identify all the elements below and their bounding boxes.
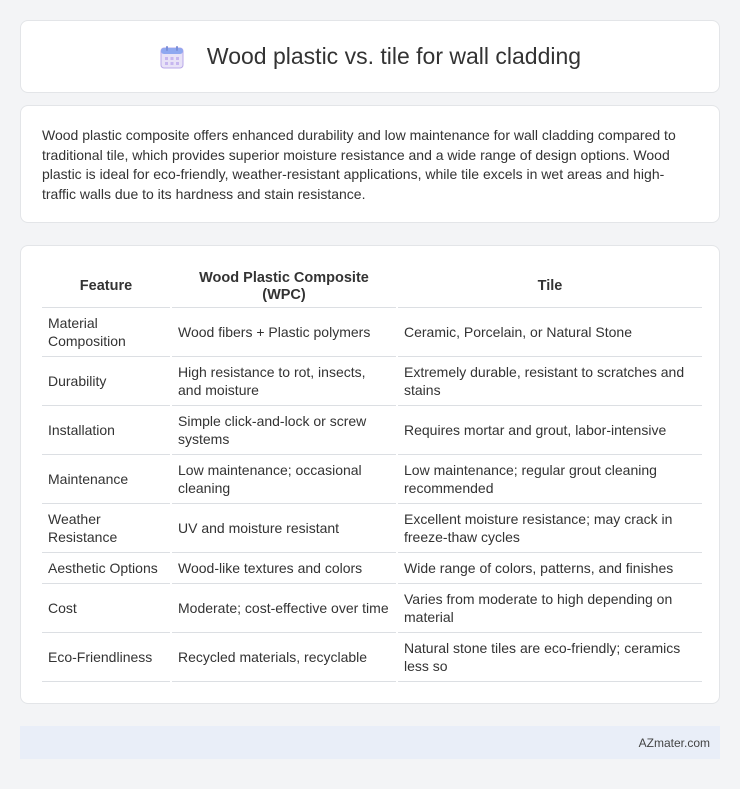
table-row — [42, 553, 702, 584]
table-row — [42, 455, 702, 504]
row-wpc: Moderate; cost-effective over time — [172, 584, 396, 633]
row-wpc: UV and moisture resistant — [172, 504, 396, 553]
row-wpc: Wood-like textures and colors — [172, 553, 396, 584]
row-wpc: Low maintenance; occasional cleaning — [172, 455, 396, 504]
row-tile: Varies from moderate to high depending on material — [398, 584, 702, 633]
page-title: Wood plastic vs. tile for wall cladding — [206, 43, 582, 69]
table-row — [42, 504, 702, 553]
comparison-table-card — [20, 245, 720, 704]
table-row — [42, 357, 702, 406]
header-wpc: Wood Plastic Composite (WPC) — [172, 266, 396, 308]
row-wpc: Wood fibers + Plastic polymers — [172, 308, 396, 357]
row-tile: Low maintenance; regular grout cleaning recommended — [398, 455, 702, 504]
footer-bar — [20, 726, 720, 759]
row-feature: Weather Resistance — [42, 504, 170, 553]
header-tile: Tile — [398, 266, 702, 308]
row-feature: Durability — [42, 357, 170, 406]
row-wpc: Simple click-and-lock or screw systems — [172, 406, 396, 455]
title-card — [20, 20, 720, 93]
row-tile: Natural stone tiles are eco-friendly; ceramics less so — [398, 633, 702, 682]
summary-card — [20, 105, 720, 223]
row-wpc: Recycled materials, recyclable — [172, 633, 396, 682]
table-row — [42, 308, 702, 357]
row-feature: Eco-Friendliness — [42, 633, 170, 682]
row-tile: Ceramic, Porcelain, or Natural Stone — [398, 308, 702, 357]
header-feature: Feature — [42, 266, 170, 308]
row-feature: Maintenance — [42, 455, 170, 504]
row-feature: Installation — [42, 406, 170, 455]
row-tile: Extremely durable, resistant to scratches and stains — [398, 357, 702, 406]
footer-source[interactable]: AZmater.com — [638, 735, 710, 750]
row-tile: Excellent moisture resistance; may crack in freeze-thaw cycles — [398, 504, 702, 553]
table-header-row — [42, 266, 702, 308]
row-tile: Requires mortar and grout, labor-intensive — [398, 406, 702, 455]
row-feature: Cost — [42, 584, 170, 633]
table-row — [42, 406, 702, 455]
row-feature: Material Composition — [42, 308, 170, 357]
comparison-table — [40, 266, 704, 682]
row-feature: Aesthetic Options — [42, 553, 170, 584]
row-tile: Wide range of colors, patterns, and finishes — [398, 553, 702, 584]
summary-text: Wood plastic composite offers enhanced durability and low maintenance for wall cladding compared to traditional tile, which provides superior moisture resistance and a wide range of design options. Wood plastic is ideal for eco-friendly, weather-resistant applications, while tile excels in wet areas and high-traffic walls due to its hardness and stain resistance. — [42, 127, 676, 202]
table-row — [42, 633, 702, 682]
row-wpc: High resistance to rot, insects, and moisture — [172, 357, 396, 406]
calendar-icon — [159, 44, 185, 70]
table-row — [42, 584, 702, 633]
